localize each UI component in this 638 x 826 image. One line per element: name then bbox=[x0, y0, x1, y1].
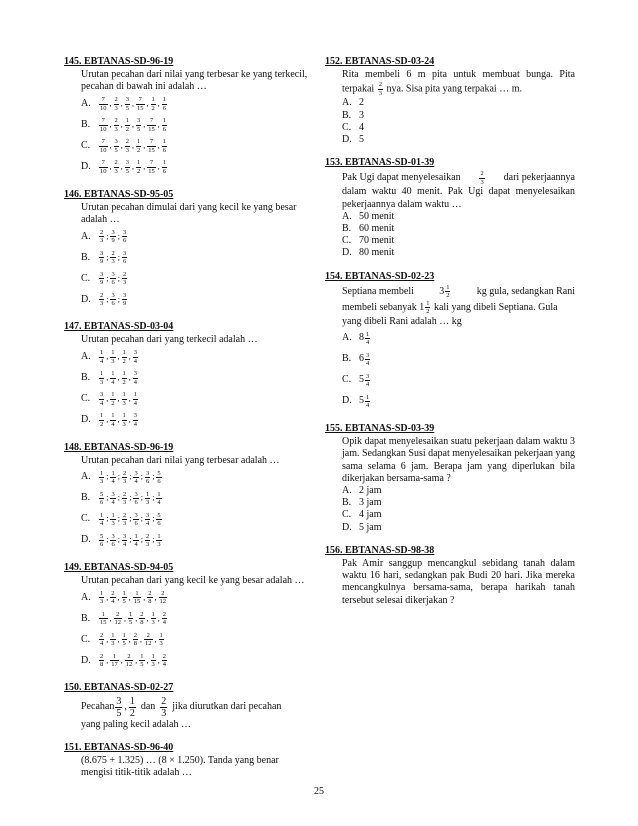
fraction: 3 5 bbox=[116, 695, 122, 719]
page-number: 25 bbox=[314, 786, 324, 797]
fraction: 7 15 bbox=[148, 117, 155, 133]
fraction: 2 12 bbox=[145, 631, 152, 648]
fraction: 1 2 bbox=[122, 370, 126, 386]
fraction: 3 5 bbox=[137, 117, 141, 133]
fraction: $\frac{2}{3}$ bbox=[378, 81, 382, 97]
fraction: 1 2 bbox=[151, 96, 155, 112]
left-column bbox=[64, 56, 312, 790]
option-c: C. 4 jam bbox=[342, 509, 382, 521]
question-152 bbox=[325, 56, 575, 146]
fraction: 3 4 bbox=[100, 391, 104, 407]
fraction: 1 5 bbox=[122, 631, 126, 648]
question-header: 150. EBTANAS-SD-02-27 bbox=[64, 682, 174, 694]
fraction: 2 3 bbox=[145, 532, 150, 549]
option-d: D. 5 6 ; 3 6 ; 3 4 ; 1 4 ; 2 3 ; 1 3 bbox=[81, 532, 161, 549]
fraction: 3 4 bbox=[133, 412, 137, 428]
fraction: 2 3 bbox=[122, 511, 127, 528]
option-a: A. 1 3 ; 1 4 ; 2 3 ; 3 4 ; 3 6 ; 5 6 bbox=[81, 469, 161, 486]
option-d: D. 80 menit bbox=[342, 247, 395, 259]
options-list bbox=[64, 226, 312, 310]
option-d: D. 5 jam bbox=[342, 521, 382, 533]
fraction: 1 6 bbox=[162, 159, 166, 175]
fraction: 7 10 bbox=[100, 159, 107, 175]
option-d: D. 5 1 4 bbox=[342, 393, 370, 410]
option-b: B. 3 bbox=[342, 109, 364, 121]
question-header: 152. EBTANAS-SD-03-24 bbox=[325, 56, 435, 67]
mixed-number: 1 1 2 bbox=[419, 299, 430, 316]
fraction: 2 8 bbox=[148, 589, 152, 606]
fraction: 1 4 bbox=[100, 511, 104, 528]
option-a: A. 2 jam bbox=[342, 485, 382, 497]
option-a: A. 1 4 , 1 3 , 1 2 , 3 4 bbox=[81, 349, 137, 365]
question-text-line2: yang paling kecil adalah … bbox=[81, 718, 191, 730]
fraction: 2 3 bbox=[122, 270, 127, 287]
fraction: 7 15 bbox=[148, 138, 155, 154]
fraction: 3 4 bbox=[122, 532, 127, 549]
fraction: 2 3 bbox=[100, 291, 104, 308]
fraction: 2 12 bbox=[114, 610, 121, 627]
fraction: 3 4 bbox=[134, 469, 138, 486]
question-prefix: Pecahan bbox=[81, 701, 115, 713]
fraction: 1 6 bbox=[162, 138, 166, 154]
fraction: 2 4 bbox=[162, 610, 166, 627]
question-155 bbox=[325, 423, 575, 534]
fraction: 5 6 bbox=[100, 532, 104, 549]
options-list bbox=[325, 328, 575, 412]
fraction: 2 3 bbox=[122, 490, 127, 507]
question-text: Urutan pecahan dari yang terkecil adalah … bbox=[81, 334, 258, 346]
fraction: 1 3 bbox=[100, 469, 104, 486]
fraction: 1 3 bbox=[159, 631, 163, 648]
option-c: C. 3 4 , 1 2 , 1 3 , 1 4 bbox=[81, 391, 137, 407]
fraction: 1 2 bbox=[111, 391, 115, 407]
options-list bbox=[64, 467, 312, 551]
question-header: 155. EBTANAS-SD-03-39 bbox=[325, 423, 435, 435]
question-header: 147. EBTANAS-SD-03-04 bbox=[64, 321, 174, 333]
fraction: 3 4 bbox=[133, 370, 137, 386]
question-header: 149. EBTANAS-SD-94-05 bbox=[64, 562, 174, 574]
question-text: Opik dapat menyelesaikan suatu pekerjaan dalam waktu 3 jam. Sedangkan Susi dapat menyelesaikan pekerjaan yang sama selama 6 jam. Berapa jam yang diperlukan bila dikerjakan bersama-sama ? bbox=[342, 436, 575, 484]
fraction: 2 4 bbox=[162, 652, 166, 669]
option-b: B. 3 jam bbox=[342, 497, 382, 509]
fraction: 1 3 bbox=[122, 391, 126, 407]
question-text: nya. Sisa pita yang terpakai … m. bbox=[386, 83, 522, 95]
fraction: 1 2 bbox=[122, 349, 126, 365]
fraction: 2 3 bbox=[480, 170, 484, 186]
question-text: Pak Ugi dapat menyelesaikan 2 3 dari pekerjaannya bbox=[342, 170, 575, 186]
fraction: 2 8 bbox=[140, 610, 144, 627]
question-header: 156. EBTANAS-SD-98-38 bbox=[325, 544, 435, 556]
fraction: 3 4 bbox=[133, 349, 137, 365]
fraction: 3 6 bbox=[145, 469, 150, 486]
fraction: 2 12 bbox=[125, 652, 133, 669]
fraction: 1 2 bbox=[137, 159, 141, 175]
fraction: 3 4 bbox=[145, 511, 150, 528]
fraction: 3 9 bbox=[100, 270, 104, 287]
option-a: A. 8 1 4 bbox=[342, 330, 370, 347]
fraction: 3 5 bbox=[114, 138, 118, 154]
fraction: 2 8 bbox=[100, 652, 104, 669]
option-a: A. 1 3 , 2 4 , 1 5 , 1 15 , 2 8 , 2 12 bbox=[81, 589, 166, 606]
option-d: D. 7 10 , 2 3 , 3 5 , 1 2 , 7 15 , 1 6 bbox=[81, 159, 166, 175]
fraction: 3 9 bbox=[111, 228, 115, 245]
question-header: 151. EBTANAS-SD-96-40 bbox=[64, 741, 174, 753]
fraction: 1 3 bbox=[151, 652, 155, 669]
question-text-line2: dalam waktu 40 menit. Pak Ugi dapat menyelesaikan pekerjaannya dalam waktu … bbox=[342, 186, 575, 210]
fraction: 1 4 bbox=[111, 469, 115, 486]
fraction: 2 3 bbox=[122, 469, 127, 486]
fraction: 3 5 bbox=[125, 159, 129, 175]
option-d: D. 5 bbox=[342, 134, 364, 146]
fraction: 7 10 bbox=[100, 138, 107, 154]
fraction: 1 3 bbox=[145, 490, 150, 507]
fraction: 1 2 bbox=[125, 117, 129, 133]
fraction: 2 3 bbox=[161, 695, 167, 719]
fraction: 1 2 bbox=[100, 412, 104, 428]
question-header: 153. EBTANAS-SD-01-39 bbox=[325, 157, 435, 169]
options-list bbox=[64, 94, 312, 178]
question-153 bbox=[325, 157, 575, 259]
options-list bbox=[325, 485, 575, 534]
fraction: 7 15 bbox=[137, 96, 144, 112]
fraction: 3 4 bbox=[111, 490, 115, 507]
option-c: C. 7 10 , 3 5 , 2 3 , 1 2 , 7 15 , 1 6 bbox=[81, 138, 166, 154]
fraction: 2 3 bbox=[125, 138, 129, 154]
option-c: C. 3 9 ; 3 6 ; 2 3 bbox=[81, 270, 127, 287]
question-text: Pecahan 3 5 , 1 2 dan 2 3 jika diurutkan dari pecahan bbox=[81, 695, 282, 719]
fraction: 5 6 bbox=[100, 490, 104, 507]
fraction: 7 15 bbox=[148, 159, 155, 175]
fraction: 2 3 bbox=[114, 96, 118, 112]
option-a: A. 50 menit bbox=[342, 210, 395, 222]
fraction: 1 5 bbox=[140, 652, 144, 669]
fraction: 1 4 bbox=[157, 490, 161, 507]
question-text: Pak Amir sanggup mencangkul sebidang tanah dalam waktu 16 hari, sedangkan pak Budi 20 hari. Jika mereka mencangkulnya bersama-sama, berapa harikah tanah tersebut selesai dikerjakan ? bbox=[342, 558, 575, 606]
fraction: 2 3 bbox=[111, 249, 115, 266]
option-d: D. 2 3 ; 3 6 ; 3 9 bbox=[81, 291, 127, 308]
fraction: 1 17 bbox=[111, 652, 118, 669]
question-text-line2: membeli sebanyak 1 1 2 kali yang dibeli Septiana. Gula bbox=[342, 299, 558, 316]
option-b: B. 5 6 ; 3 4 ; 2 3 ; 3 6 ; 1 3 ; 1 4 bbox=[81, 490, 161, 507]
fraction: 3 6 bbox=[111, 532, 115, 549]
fraction: 2 3 bbox=[100, 228, 104, 245]
fraction: 1 3 bbox=[111, 631, 115, 648]
fraction: 1 4 bbox=[134, 532, 138, 549]
question-text: Urutan pecahan dimulai dari yang kecil ke yang besar adalah … bbox=[81, 201, 297, 226]
fraction: 2 12 bbox=[159, 589, 166, 606]
option-c: C. 1 4 ; 1 3 ; 2 3 ; 3 6 ; 3 4 ; 5 6 bbox=[81, 511, 161, 528]
option-b: B. 1 3 , 1 4 , 1 2 , 3 4 bbox=[81, 370, 137, 386]
question-header: 148. EBTANAS-SD-96-19 bbox=[64, 441, 174, 453]
fraction: 2 8 bbox=[133, 631, 137, 648]
question-146 bbox=[64, 189, 312, 311]
fraction: 3 5 bbox=[125, 96, 129, 112]
question-text: Urutan pecahan dari nilai yang terbesar adalah … bbox=[81, 454, 280, 466]
fraction: 1 3 bbox=[111, 511, 115, 528]
fraction: 1 15 bbox=[133, 589, 141, 606]
question-text: (8.675 + 1.325) … (8 × 1.250). Tanda yang benar mengisi titik-titik adalah … bbox=[81, 755, 279, 779]
question-text: Rita membeli 6 m pita untuk membuat bunga. Pita terpakai bbox=[342, 69, 575, 95]
question-147 bbox=[64, 321, 312, 430]
fraction: 1 3 bbox=[122, 412, 126, 428]
fraction: 1 3 bbox=[157, 532, 161, 549]
question-header: 146. EBTANAS-SD-95-05 bbox=[64, 188, 174, 200]
option-b: B. 7 10 , 2 3 , 1 2 , 3 5 , 7 15 , 1 6 bbox=[81, 117, 166, 133]
question-156 bbox=[325, 545, 575, 607]
option-a: A. 2 3 ; 3 9 ; 3 6 bbox=[81, 228, 127, 245]
fraction: 2 3 bbox=[114, 117, 118, 133]
question-mid: dan bbox=[140, 701, 156, 713]
fraction: 3 6 bbox=[134, 511, 138, 528]
option-b: B. 3 9 ; 2 3 ; 3 6 bbox=[81, 249, 127, 266]
options-list bbox=[64, 587, 312, 671]
option-d: D. 2 8 , 1 17 , 2 12 , 1 5 , 1 3 , 2 4 bbox=[81, 652, 166, 669]
question-suffix: jika diurutkan dari pecahan bbox=[172, 701, 282, 713]
option-c: C. 70 menit bbox=[342, 235, 395, 247]
fraction: 7 10 bbox=[100, 96, 107, 112]
question-text-line3: yang dibeli Rani adalah … kg bbox=[342, 315, 462, 327]
option-c: C. 2 4 , 1 3 , 1 5 , 2 8 , 2 12 , 1 3 bbox=[81, 631, 163, 648]
fraction: 3 9 bbox=[100, 249, 104, 266]
fraction: 3 6 bbox=[122, 228, 127, 245]
options-list bbox=[64, 347, 312, 431]
fraction: 1 5 bbox=[122, 589, 126, 606]
fraction: 5 6 bbox=[157, 469, 161, 486]
fraction: 1 4 bbox=[111, 370, 115, 386]
option-d: D. 1 2 , 1 4 , 1 3 , 3 4 bbox=[81, 412, 137, 428]
fraction: 2 3 bbox=[114, 159, 118, 175]
option-b: B. 6 3 4 bbox=[342, 351, 370, 368]
question-148 bbox=[64, 442, 312, 551]
fraction: 1 4 bbox=[133, 391, 137, 407]
option-a: A. 7 10 , 2 3 , 3 5 , 7 15 , 1 2 , 1 6 bbox=[81, 96, 166, 112]
fraction: 2 4 bbox=[111, 589, 115, 606]
fraction: 1 3 bbox=[100, 589, 104, 606]
fraction: 3 9 bbox=[122, 291, 127, 308]
question-header: 154. EBTANAS-SD-02-23 bbox=[325, 270, 435, 282]
fraction: 3 6 bbox=[122, 249, 127, 266]
fraction: 1 4 bbox=[100, 349, 104, 365]
question-text: Urutan pecahan dari nilai yang terbesar ke yang terkecil, pecahan di bawah ini adalah … bbox=[81, 69, 308, 93]
fraction: 1 2 bbox=[129, 695, 135, 719]
fraction: 3 6 bbox=[134, 490, 138, 507]
fraction: 1 2 bbox=[137, 138, 141, 154]
option-c: C. 5 3 4 bbox=[342, 372, 370, 389]
fraction: 1 3 bbox=[111, 349, 115, 365]
question-151 bbox=[64, 742, 312, 780]
option-b: B. 60 menit bbox=[342, 223, 395, 235]
fraction: 3 6 bbox=[111, 270, 115, 287]
option-a: A. 2 bbox=[342, 97, 364, 109]
question-154 bbox=[325, 271, 575, 412]
options-list bbox=[325, 97, 575, 146]
fraction: 1 5 bbox=[129, 610, 133, 627]
fraction: 2 4 bbox=[100, 631, 104, 648]
question-text: Septiana membeli 3 1 2 kg gula, sedangkan Rani bbox=[342, 283, 575, 300]
question-150 bbox=[64, 682, 312, 730]
fraction: 1 3 bbox=[151, 610, 155, 627]
question-text: Urutan pecahan dari yang kecil ke yang besar adalah … bbox=[81, 575, 305, 587]
question-149 bbox=[64, 562, 312, 671]
question-145 bbox=[64, 56, 312, 178]
fraction: 1 3 bbox=[100, 370, 104, 386]
option-c: C. 4 bbox=[342, 121, 364, 133]
right-column bbox=[325, 56, 575, 618]
fraction: 5 6 bbox=[157, 511, 161, 528]
fraction: 1 6 bbox=[162, 96, 166, 112]
fraction: 7 10 bbox=[100, 117, 107, 133]
fraction: 3 6 bbox=[111, 291, 115, 308]
fraction: 1 6 bbox=[162, 117, 166, 133]
fraction: 1 4 bbox=[111, 412, 115, 428]
question-header: 145. EBTANAS-SD-96-19 bbox=[64, 56, 174, 67]
options-list bbox=[325, 211, 575, 260]
option-b: B. 1 15 , 2 12 , 1 5 , 2 8 , 1 3 , 2 4 bbox=[81, 610, 166, 627]
fraction: 1 15 bbox=[100, 610, 107, 627]
mixed-number: 3 1 2 bbox=[439, 283, 450, 300]
